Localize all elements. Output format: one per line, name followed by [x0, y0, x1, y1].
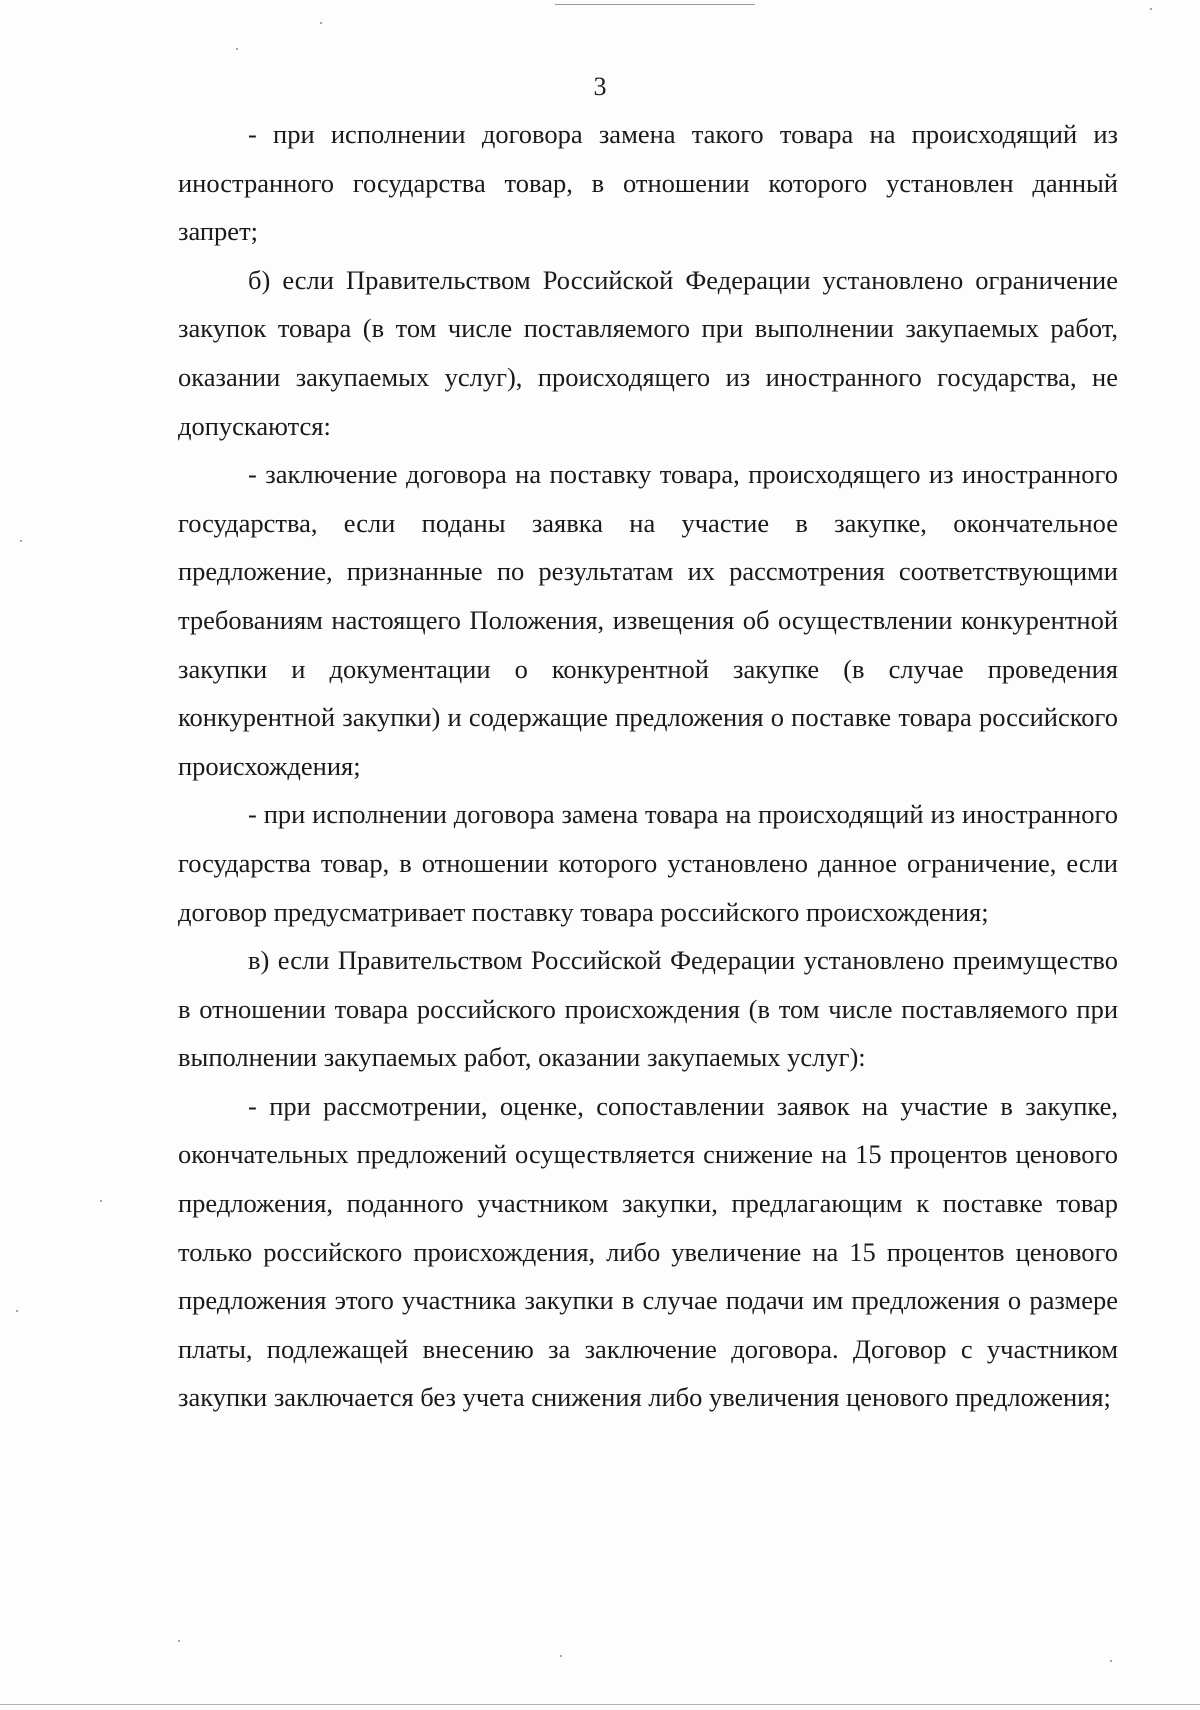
paragraph: б) если Правительством Российской Федерации установлено ограничение закупок товара (в том числе поставляемого при выполнении закупаемых работ, оказании закупаемых услуг), происходящего из иностранного государства, не допускаются:: [178, 264, 1118, 441]
scan-speck: [560, 1655, 562, 1657]
scan-speck: [16, 1310, 18, 1312]
scan-speck: [20, 540, 22, 542]
scan-speck: [1150, 8, 1152, 10]
paragraph: в) если Правительством Российской Федерации установлено преимущество в отношении товара российского происхождения (в том числе поставляемого при выполнении закупаемых работ, оказании закупаемых услуг):: [178, 945, 1118, 1073]
scan-speck: [320, 22, 322, 24]
paragraph: - заключение договора на поставку товара, происходящего из иностранного государства, если поданы заявка на участие в закупке, окончательное предложение, признанные по результатам их рассмотрения соответствующими требованиям настоящего Положения, извещения об осуществлении конкурентной закупки и документации о конкурентной закупке (в случае проведения конкурентной закупки) и содержащие предложения о поставке товара российского происхождения;: [178, 459, 1118, 781]
scan-speck: [1110, 1660, 1112, 1662]
paragraph: - при исполнении договора замена товара на происходящий из иностранного государства товар, в отношении которого установлено данное ограничение, если договор предусматривает поставку товара российского происхождения;: [178, 799, 1118, 927]
paragraph: - при рассмотрении, оценке, сопоставлении заявок на участие в закупке, окончательных предложений осуществляется снижение на 15 процентов ценового предложения, поданного участником закупки, предлагающим к поставке товар только российского происхождения, либо увеличение на 15 процентов ценового предложения этого участника закупки в случае подачи им предложения о размере платы, подлежащей внесению за заключение договора. Договор с участником закупки заключается без учета снижения либо увеличения ценового предложения;: [178, 1090, 1118, 1413]
scan-speck: [178, 1640, 180, 1642]
paragraph: - при исполнении договора замена такого товара на происходящий из иностранного государства товар, в отношении которого установлен данный запрет;: [178, 119, 1118, 247]
scan-speck: [236, 48, 238, 50]
scan-artifact-bottom-line: [0, 1704, 1200, 1705]
document-body: [178, 110, 1118, 1422]
scan-speck: [100, 1200, 102, 1202]
page-number: 3: [593, 72, 607, 101]
scan-artifact-top-line: [555, 4, 755, 5]
